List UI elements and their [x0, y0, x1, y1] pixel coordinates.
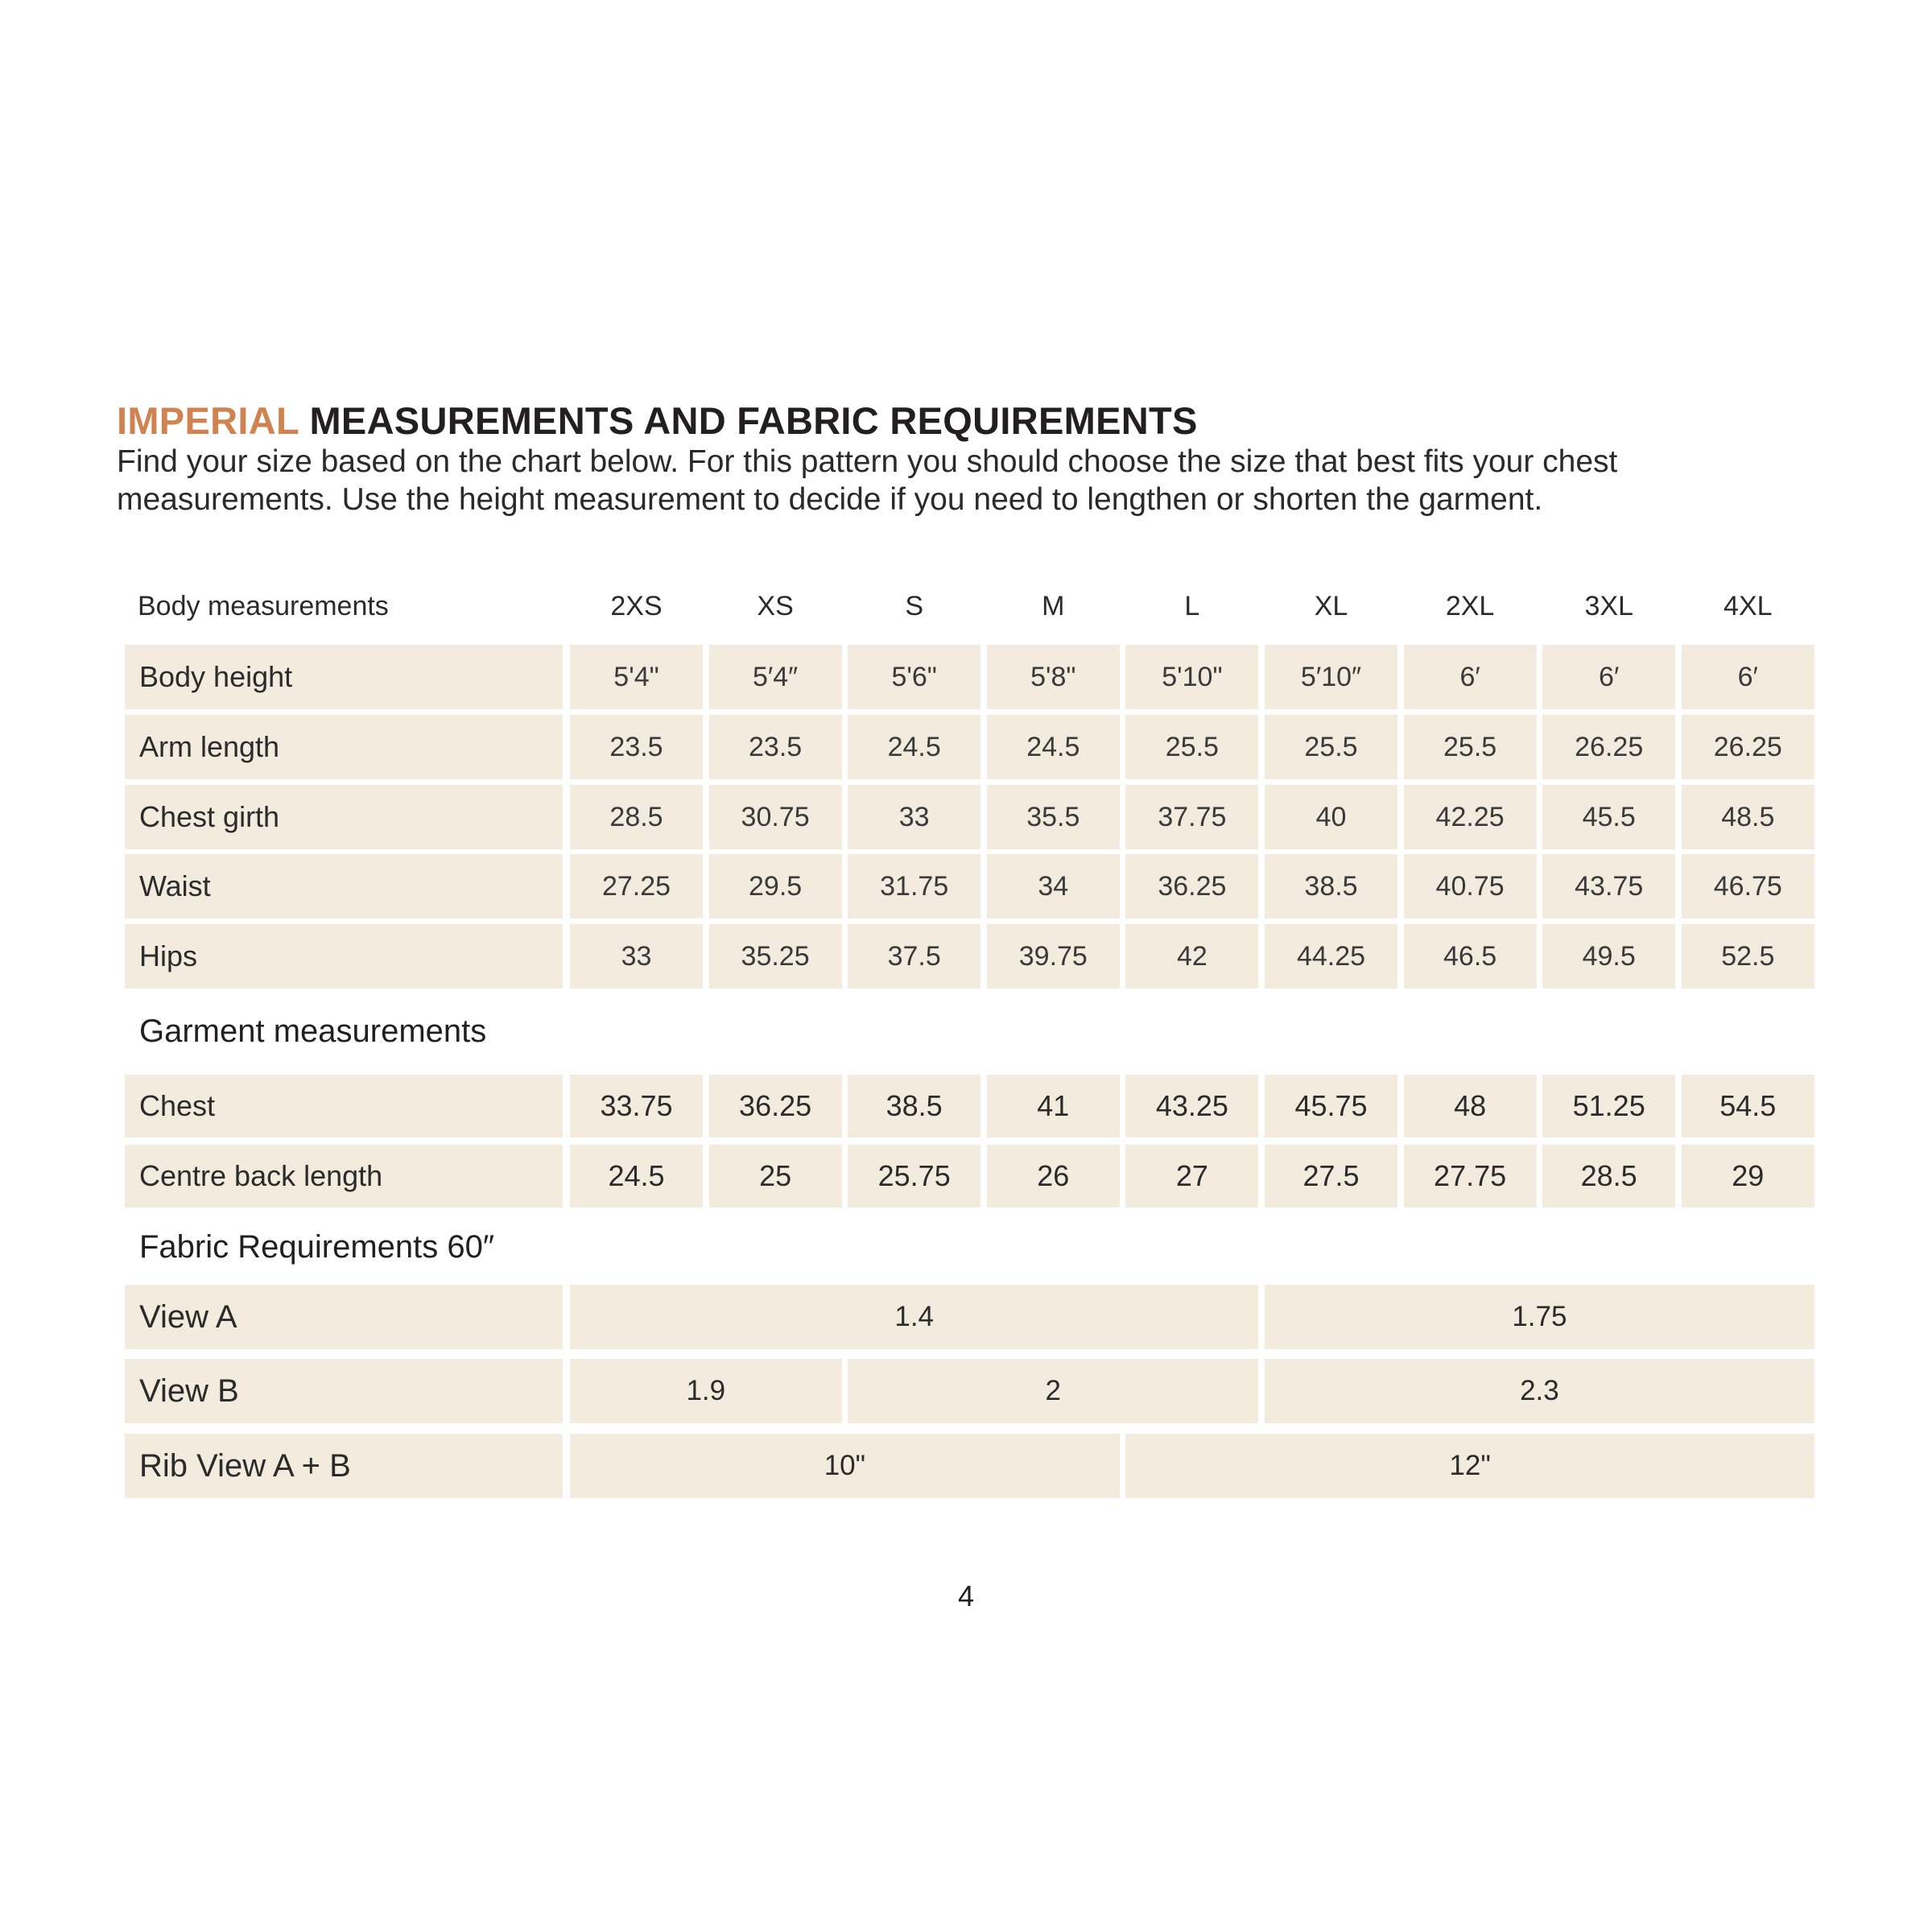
size-header: 2XS — [610, 590, 663, 621]
body-value-cell: 38.5 — [1265, 854, 1397, 919]
size-header: 2XL — [1445, 590, 1495, 621]
garment-value-cell: 27.5 — [1265, 1145, 1397, 1208]
intro-line-2: measurements. Use the height measurement to decide if you need to lengthen or shorten the garment. — [117, 482, 1543, 517]
body-value-cell: 23.5 — [570, 715, 703, 779]
size-header: 3XL — [1584, 590, 1633, 621]
size-header: XS — [757, 590, 794, 621]
body-value-cell: 25.5 — [1125, 715, 1258, 779]
fabric-value-cell: 1.4 — [570, 1285, 1258, 1349]
size-header: S — [905, 590, 924, 621]
body-value-cell: 46.5 — [1404, 924, 1537, 989]
body-value-cell: 6′ — [1542, 645, 1675, 709]
body-value-cell: 5'10" — [1125, 645, 1258, 709]
body-value-cell: 29.5 — [709, 854, 842, 919]
body-value-cell: 31.75 — [848, 854, 980, 919]
garment-value-cell: 36.25 — [709, 1075, 842, 1137]
body-value-cell: 52.5 — [1682, 924, 1814, 989]
size-header: XL — [1314, 590, 1348, 621]
fabric-value-cell: 1.75 — [1265, 1285, 1814, 1349]
garment-row-label: Chest — [125, 1075, 563, 1137]
body-value-cell: 33 — [848, 785, 980, 849]
body-value-cell: 23.5 — [709, 715, 842, 779]
size-header: 4XL — [1724, 590, 1773, 621]
body-measurements-header: Body measurements — [138, 590, 389, 621]
body-value-cell: 49.5 — [1542, 924, 1675, 989]
body-value-cell: 5'4" — [570, 645, 703, 709]
garment-value-cell: 27 — [1125, 1145, 1258, 1208]
size-header: L — [1184, 590, 1200, 621]
fabric-value-cell: 2 — [848, 1359, 1258, 1423]
body-value-cell: 34 — [987, 854, 1120, 919]
page-number: 4 — [957, 1579, 975, 1612]
garment-value-cell: 45.75 — [1265, 1075, 1397, 1137]
body-value-cell: 44.25 — [1265, 924, 1397, 989]
garment-value-cell: 43.25 — [1125, 1075, 1258, 1137]
garment-value-cell: 48 — [1404, 1075, 1537, 1137]
garment-value-cell: 25.75 — [848, 1145, 980, 1208]
body-row-label: Arm length — [125, 715, 563, 779]
body-row-label: Hips — [125, 924, 563, 989]
body-value-cell: 6′ — [1404, 645, 1537, 709]
garment-value-cell: 26 — [987, 1145, 1120, 1208]
fabric-value-cell: 12" — [1125, 1434, 1814, 1498]
body-value-cell: 35.25 — [709, 924, 842, 989]
garment-value-cell: 29 — [1682, 1145, 1814, 1208]
intro-text — [117, 443, 1847, 518]
garment-value-cell: 25 — [709, 1145, 842, 1208]
body-value-cell: 40 — [1265, 785, 1397, 849]
body-value-cell: 30.75 — [709, 785, 842, 849]
body-value-cell: 26.25 — [1682, 715, 1814, 779]
garment-value-cell: 33.75 — [570, 1075, 703, 1137]
body-value-cell: 35.5 — [987, 785, 1120, 849]
body-value-cell: 45.5 — [1542, 785, 1675, 849]
body-value-cell: 27.25 — [570, 854, 703, 919]
heading-accent: IMPERIAL — [117, 399, 299, 442]
body-value-cell: 24.5 — [987, 715, 1120, 779]
intro-line-1: Find your size based on the chart below. For this pattern you should choose the size that best fits your chest — [117, 444, 1618, 479]
garment-value-cell: 27.75 — [1404, 1145, 1537, 1208]
page-heading — [117, 398, 1198, 444]
body-value-cell: 33 — [570, 924, 703, 989]
garment-measurements-title: Garment measurements — [139, 1013, 487, 1049]
garment-value-cell: 41 — [987, 1075, 1120, 1137]
body-value-cell: 5'8" — [987, 645, 1120, 709]
fabric-row-label: Rib View A + B — [125, 1434, 563, 1498]
body-value-cell: 42 — [1125, 924, 1258, 989]
body-value-cell: 24.5 — [848, 715, 980, 779]
body-row-label: Chest girth — [125, 785, 563, 849]
body-value-cell: 6′ — [1682, 645, 1814, 709]
body-row-label: Waist — [125, 854, 563, 919]
body-value-cell: 37.5 — [848, 924, 980, 989]
body-value-cell: 40.75 — [1404, 854, 1537, 919]
body-value-cell: 37.75 — [1125, 785, 1258, 849]
body-value-cell: 36.25 — [1125, 854, 1258, 919]
body-value-cell: 5′10″ — [1265, 645, 1397, 709]
body-value-cell: 39.75 — [987, 924, 1120, 989]
body-value-cell: 26.25 — [1542, 715, 1675, 779]
body-value-cell: 43.75 — [1542, 854, 1675, 919]
garment-value-cell: 28.5 — [1542, 1145, 1675, 1208]
garment-row-label: Centre back length — [125, 1145, 563, 1208]
garment-value-cell: 54.5 — [1682, 1075, 1814, 1137]
body-value-cell: 5'6" — [848, 645, 980, 709]
body-value-cell: 46.75 — [1682, 854, 1814, 919]
fabric-row-label: View A — [125, 1285, 563, 1349]
body-row-label: Body height — [125, 645, 563, 709]
fabric-value-cell: 10" — [570, 1434, 1120, 1498]
body-value-cell: 48.5 — [1682, 785, 1814, 849]
size-header: M — [1042, 590, 1065, 621]
fabric-requirements-title: Fabric Requirements 60″ — [139, 1229, 495, 1265]
fabric-row-label: View B — [125, 1359, 563, 1423]
body-value-cell: 25.5 — [1265, 715, 1397, 779]
garment-value-cell: 38.5 — [848, 1075, 980, 1137]
body-value-cell: 25.5 — [1404, 715, 1537, 779]
fabric-value-cell: 1.9 — [570, 1359, 842, 1423]
body-value-cell: 5′4″ — [709, 645, 842, 709]
body-value-cell: 28.5 — [570, 785, 703, 849]
fabric-value-cell: 2.3 — [1265, 1359, 1814, 1423]
heading-rest: MEASUREMENTS AND FABRIC REQUIREMENTS — [309, 399, 1198, 442]
garment-value-cell: 24.5 — [570, 1145, 703, 1208]
body-value-cell: 42.25 — [1404, 785, 1537, 849]
garment-value-cell: 51.25 — [1542, 1075, 1675, 1137]
